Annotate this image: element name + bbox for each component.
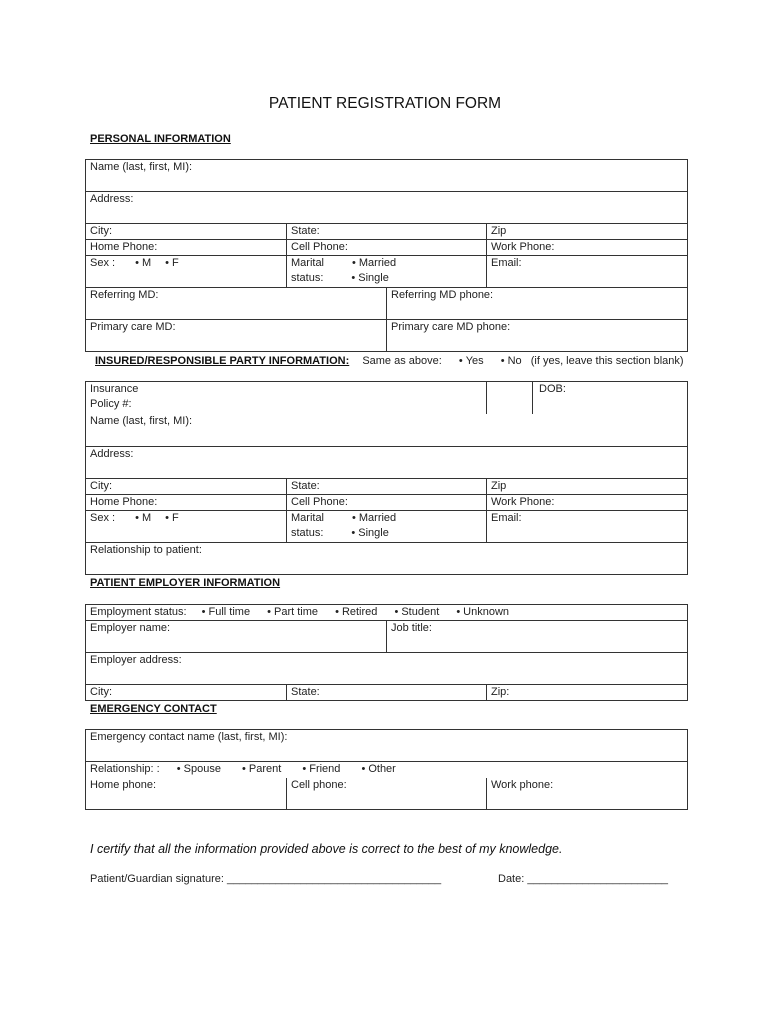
signature-line[interactable]: Patient/Guardian signature: ___________________________________ [90, 873, 442, 885]
employer-zip-field[interactable]: Zip: [487, 685, 688, 701]
emergency-info-table [85, 729, 688, 810]
insured-sex-f-option[interactable]: • F [165, 511, 179, 526]
employment-option[interactable]: • Full time [202, 606, 250, 618]
insured-cell-phone-field[interactable]: Cell Phone: [287, 494, 487, 510]
patient-city-field[interactable]: City: [86, 224, 287, 240]
insured-state-field[interactable]: State: [287, 478, 487, 494]
insured-marital-field[interactable]: Marital• Married status:• Single [287, 510, 487, 542]
sex-m-option[interactable]: • M [135, 256, 151, 271]
relationship-to-patient-field[interactable]: Relationship to patient: [86, 542, 688, 574]
emergency-work-phone-field[interactable]: Work phone: [487, 778, 688, 810]
employment-option[interactable]: • Student [394, 606, 439, 618]
referring-md-phone-field[interactable]: Referring MD phone: [387, 288, 688, 320]
emergency-home-phone-field[interactable]: Home phone: [86, 778, 287, 810]
employment-status-field[interactable]: Employment status: • Full time • Part time • Retired • Student • Unknown [86, 605, 688, 621]
insured-heading-row [95, 355, 684, 367]
patient-sex-field[interactable]: Sex :• M• F [86, 256, 287, 288]
same-as-label: Same as above: [362, 355, 442, 367]
patient-email-field[interactable]: Email: [487, 256, 688, 288]
emergency-name-field[interactable]: Emergency contact name (last, first, MI): [86, 730, 688, 762]
insured-zip-field[interactable]: Zip [487, 478, 688, 494]
employer-address-field[interactable]: Employer address: [86, 653, 688, 685]
insured-email-field[interactable]: Email: [487, 510, 688, 542]
employment-option[interactable]: • Unknown [456, 606, 509, 618]
patient-state-field[interactable]: State: [287, 224, 487, 240]
insured-married-option[interactable]: • Married [352, 511, 396, 526]
patient-address-field[interactable]: Address: [86, 192, 688, 224]
relationship-option[interactable]: • Spouse [177, 763, 221, 775]
insured-heading: INSURED/RESPONSIBLE PARTY INFORMATION: [95, 355, 350, 367]
insured-sex-field[interactable]: Sex :• M• F [86, 510, 287, 542]
employer-info-table [85, 604, 688, 701]
patient-zip-field[interactable]: Zip [487, 224, 688, 240]
patient-home-phone-field[interactable]: Home Phone: [86, 240, 287, 256]
employer-city-field[interactable]: City: [86, 685, 287, 701]
personal-info-table [85, 159, 688, 352]
sex-f-option[interactable]: • F [165, 256, 179, 271]
insured-info-table [85, 381, 688, 575]
insured-sex-m-option[interactable]: • M [135, 511, 151, 526]
patient-work-phone-field[interactable]: Work Phone: [487, 240, 688, 256]
employer-heading: PATIENT EMPLOYER INFORMATION [90, 577, 281, 589]
same-yes-option[interactable]: • Yes [459, 355, 484, 367]
referring-md-field[interactable]: Referring MD: [86, 288, 387, 320]
single-option[interactable]: • Single [351, 271, 388, 286]
primary-md-field[interactable]: Primary care MD: [86, 320, 387, 352]
emergency-relationship-field[interactable]: Relationship: : • Spouse • Parent • Friend • Other [86, 762, 688, 778]
insured-work-phone-field[interactable]: Work Phone: [487, 494, 688, 510]
insured-single-option[interactable]: • Single [351, 526, 388, 541]
employment-option[interactable]: • Part time [267, 606, 318, 618]
relationship-option[interactable]: • Parent [242, 763, 281, 775]
insured-name-field[interactable]: Name (last, first, MI): [86, 414, 688, 446]
employment-option[interactable]: • Retired [335, 606, 377, 618]
same-no-option[interactable]: • No [501, 355, 522, 367]
certification-statement: I certify that all the information provided above is correct to the best of my knowledge. [90, 842, 563, 856]
personal-info-heading: PERSONAL INFORMATION [90, 133, 231, 145]
primary-md-phone-field[interactable]: Primary care MD phone: [387, 320, 688, 352]
married-option[interactable]: • Married [352, 256, 396, 271]
insured-dob-field[interactable]: DOB: [487, 382, 688, 415]
patient-name-field[interactable]: Name (last, first, MI): [86, 160, 688, 192]
relationship-option[interactable]: • Other [361, 763, 395, 775]
insured-address-field[interactable]: Address: [86, 446, 688, 478]
employer-name-field[interactable]: Employer name: [86, 621, 387, 653]
patient-cell-phone-field[interactable]: Cell Phone: [287, 240, 487, 256]
emergency-cell-phone-field[interactable]: Cell phone: [287, 778, 487, 810]
form-title: PATIENT REGISTRATION FORM [268, 95, 502, 112]
job-title-field[interactable]: Job title: [387, 621, 688, 653]
insurance-policy-field[interactable]: Insurance Policy #: [86, 382, 487, 415]
relationship-option[interactable]: • Friend [302, 763, 340, 775]
date-line[interactable]: Date: _______________________ [498, 873, 669, 885]
insured-home-phone-field[interactable]: Home Phone: [86, 494, 287, 510]
insured-city-field[interactable]: City: [86, 478, 287, 494]
employer-state-field[interactable]: State: [287, 685, 487, 701]
same-note: (if yes, leave this section blank) [530, 355, 684, 367]
emergency-heading: EMERGENCY CONTACT [90, 703, 217, 715]
patient-marital-field[interactable]: Marital• Married status:• Single [287, 256, 487, 288]
